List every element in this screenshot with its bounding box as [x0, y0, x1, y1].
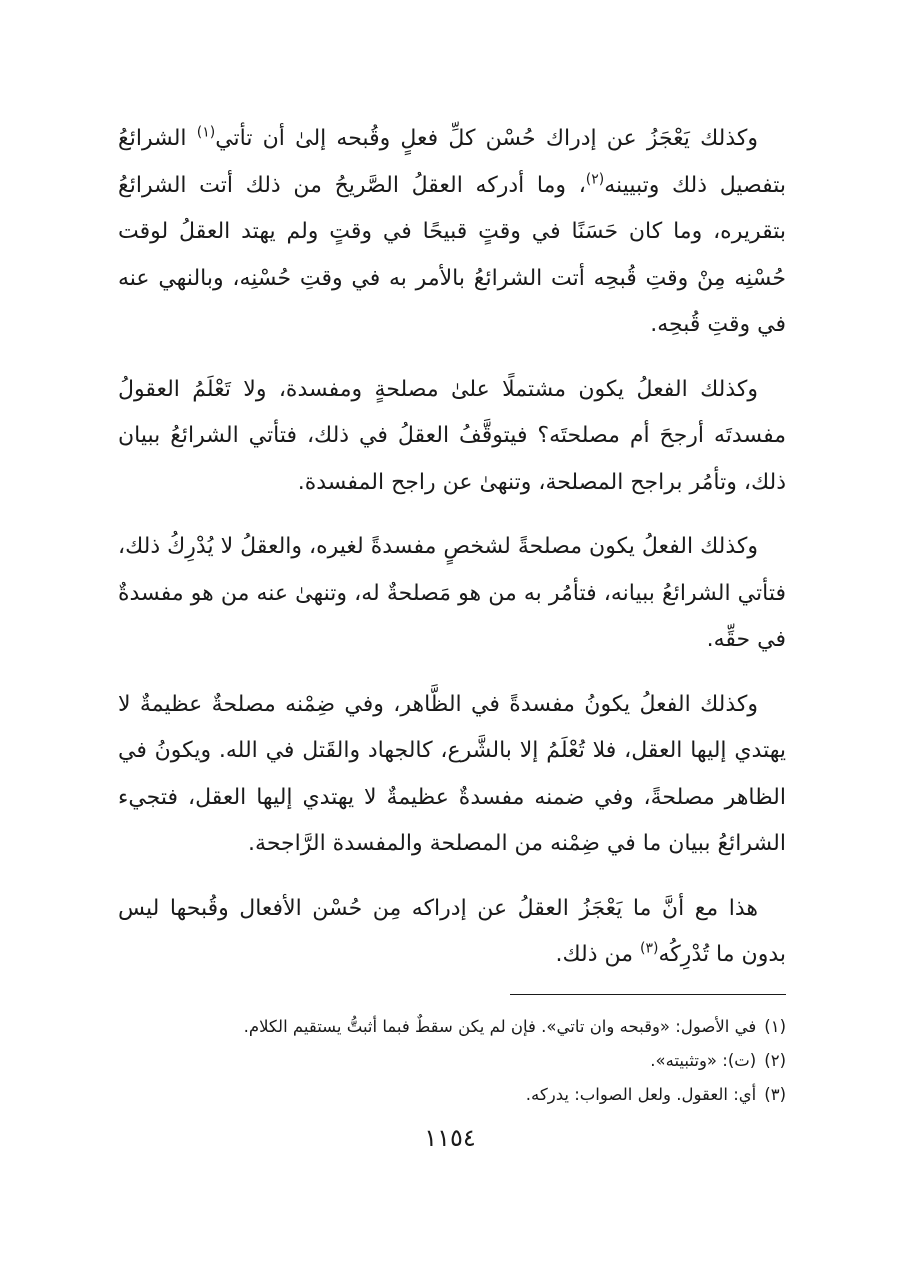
paragraph-5	[118, 886, 786, 979]
paragraph-1-text-b: الشرائعُ بتفصيل ذلك وتبيينه	[118, 126, 786, 198]
paragraph-1	[118, 116, 786, 349]
footnote-3	[118, 1078, 786, 1112]
paragraph-1-text-c: ، وما أدركه العقلُ الصَّريحُ من ذلك أتت الشرائعُ بتقريره، وما كان حَسَنًا في وقتٍ قبيحًا في وقتٍ ولم يهتد العقلُ لوقت حُسْنِه مِنْ وقتِ قُبحِه أتت الشرائعُ بالأمر به في وقتِ حُسْنِه، وبالنهي عنه في وقتِ قُبحِه.	[118, 172, 786, 337]
footnote-1	[118, 1010, 786, 1044]
paragraph-3: وكذلك الفعلُ يكون مصلحةً لشخصٍ مفسدةً لغيره، والعقلُ لا يُدْرِكُ ذلك، فتأتي الشرائعُ ببيانه، فتأمُر به من هو مَصلحةٌ له، وتنهىٰ عنه من هو مفسدةٌ في حقِّه.	[118, 534, 786, 652]
paragraph-2: وكذلك الفعلُ يكون مشتملًا علىٰ مصلحةٍ ومفسدة، ولا تَعْلَمُ العقولُ مفسدتَه أرجحَ أم مصلحتَه؟ فيتوقَّفُ العقلُ في ذلك، فتأتي الشرائعُ ببيان ذلك، وتأمُر براجح المصلحة، وتنهىٰ عن راجح المفسدة.	[118, 376, 786, 495]
footnote-ref-3: (٣)	[640, 940, 659, 957]
paragraph-5-text-a: هذا مع أنَّ ما يَعْجَزُ العقلُ عن إدراكه مِن حُسْن الأفعال وقُبحها ليس بدون ما تُدْرِكُه	[118, 895, 786, 967]
footnote-text: في الأصول: «وقبحه وان تاتي». فإن لم يكن سقطٌ فبما أثبتُّ يستقيم الكلام.	[243, 1017, 757, 1036]
footnote-text: أي: العقول. ولعل الصواب: يدركه.	[525, 1085, 757, 1104]
footnote-number: (١)	[764, 1017, 786, 1036]
footnote-ref-2: (٢)	[585, 171, 605, 188]
footnote-number: (٣)	[764, 1085, 786, 1104]
footnote-2	[118, 1044, 786, 1078]
footnote-ref-1: (١)	[196, 124, 216, 141]
page-number: ١١٥٤	[424, 1124, 476, 1152]
paragraph-5-text-b: من ذلك.	[555, 942, 641, 967]
main-text	[118, 116, 786, 979]
paragraph-4: وكذلك الفعلُ يكونُ مفسدةً في الظَّاهر، وفي ضِمْنه مصلحةٌ عظيمةٌ لا يهتدي إليها العقل، فلا تُعْلَمُ إلا بالشَّرع، كالجهاد والقَتل في الله. ويكونُ في الظاهر مصلحةً، وفي ضمنه مفسدةٌ عظيمةٌ لا يهتدي إليها العقل، فتجيء الشرائعُ ببيان ما في ضِمْنه من المصلحة والمفسدة الرَّاجحة.	[118, 691, 786, 856]
footnote-number: (٢)	[764, 1051, 786, 1070]
footnotes	[118, 1010, 786, 1112]
footnote-divider	[510, 994, 786, 995]
footnote-text: (ت): «وتثبيته».	[650, 1051, 757, 1070]
paragraph-1-text-a: وكذلك يَعْجَزُ عن إدراك حُسْن كلِّ فعلٍ وقُبحه إلىٰ أن تأتي	[215, 126, 758, 151]
